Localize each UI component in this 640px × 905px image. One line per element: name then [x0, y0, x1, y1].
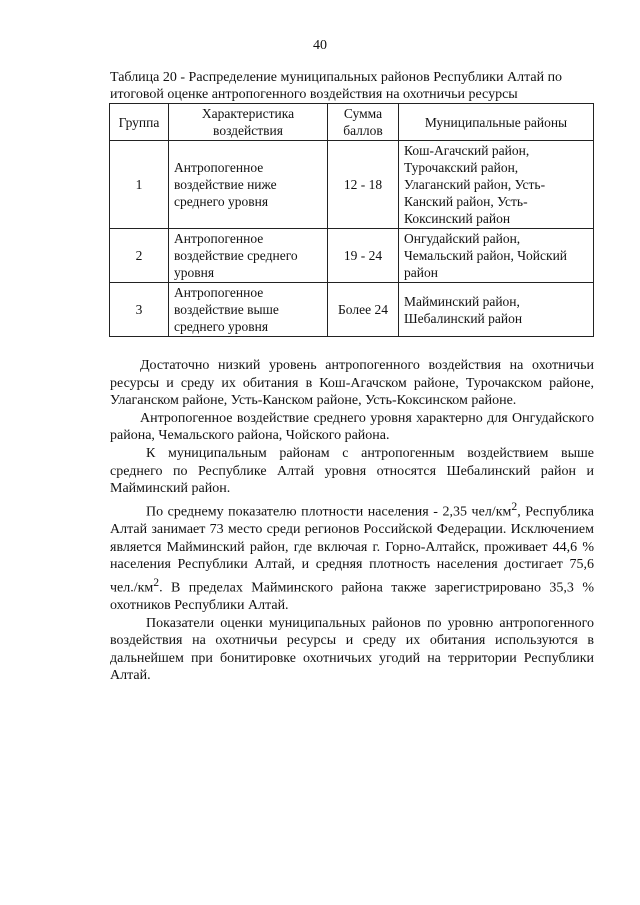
- table-caption: Таблица 20 - Распределение муниципальных районов Республики Алтай по итоговой оценке антропогенного воздействия на охотничьи ресурсы: [110, 70, 563, 102]
- cell-characteristic: Антропогенное воздействие ниже среднего уровня: [169, 141, 328, 229]
- cell-score: Более 24: [328, 283, 399, 337]
- page-number: 40: [313, 38, 327, 53]
- paragraph-4-part-b: , Республика Алтай занимает 73 место среди регионов Российской Федерации. Исключением является Майминский район, где включая г. Горно-Алтайск, проживает 44,6 % населения Республики Алтай, и средняя плотность населения достигает 75,6 чел./км: [110, 504, 594, 596]
- paragraph-3: К муниципальным районам с антропогенным воздействием выше среднего по Республике Алтай уровня относятся Шебалинский район и Майминский район.: [110, 445, 594, 497]
- cell-score: 19 - 24: [328, 229, 399, 283]
- paragraph-4-part-c: . В пределах Майминского района также зарегистрировано 35,3 % охотников Республики Алтай.: [110, 580, 594, 614]
- paragraph-1: Достаточно низкий уровень антропогенного воздействия на охотничьи ресурсы и среду их обитания в Кош-Агачском районе, Турочакском районе, Улаганском районе, Усть-Канском районе, Усть-Коксинском районе.: [110, 358, 594, 409]
- table-row: [110, 283, 594, 337]
- table-header-row: [110, 104, 594, 141]
- table-row: [110, 141, 594, 229]
- paragraph-2: Антропогенное воздействие среднего уровня характерно для Онгудайского района, Чемальского района, Чойского района.: [110, 410, 594, 444]
- cell-group: 2: [110, 229, 169, 283]
- districts-table: [109, 103, 594, 337]
- cell-characteristic: Антропогенное воздействие среднего уровня: [169, 229, 328, 283]
- paragraph-4: [110, 498, 594, 615]
- body-text: [110, 357, 594, 685]
- cell-group: 3: [110, 283, 169, 337]
- cell-characteristic: Антропогенное воздействие выше среднего уровня: [169, 283, 328, 337]
- paragraph-5: Показатели оценки муниципальных районов по уровню антропогенного воздействия на охотничьи ресурсы и среду их обитания используются в дальнейшем при бонитировке охотничьих угодий на территории Республики Алтай.: [110, 615, 594, 684]
- superscript-1: 2: [511, 499, 518, 513]
- cell-group: 1: [110, 141, 169, 229]
- superscript-2: 2: [153, 575, 160, 589]
- table-row: [110, 229, 594, 283]
- cell-districts: Онгудайский район, Чемальский район, Чойский район: [399, 229, 594, 283]
- cell-districts: Майминский район, Шебалинский район: [399, 283, 594, 337]
- header-group: Группа: [110, 104, 169, 141]
- header-characteristic: Характеристика воздействия: [169, 104, 328, 141]
- header-districts: Муниципальные районы: [399, 104, 594, 141]
- header-score: Сумма баллов: [328, 104, 399, 141]
- paragraph-4-part-a: По среднему показателю плотности населения - 2,35 чел/км: [146, 504, 512, 520]
- cell-districts: Кош-Агачский район, Турочакский район, Улаганский район, Усть-Канский район, Усть-Коксинский район: [399, 141, 594, 229]
- cell-score: 12 - 18: [328, 141, 399, 229]
